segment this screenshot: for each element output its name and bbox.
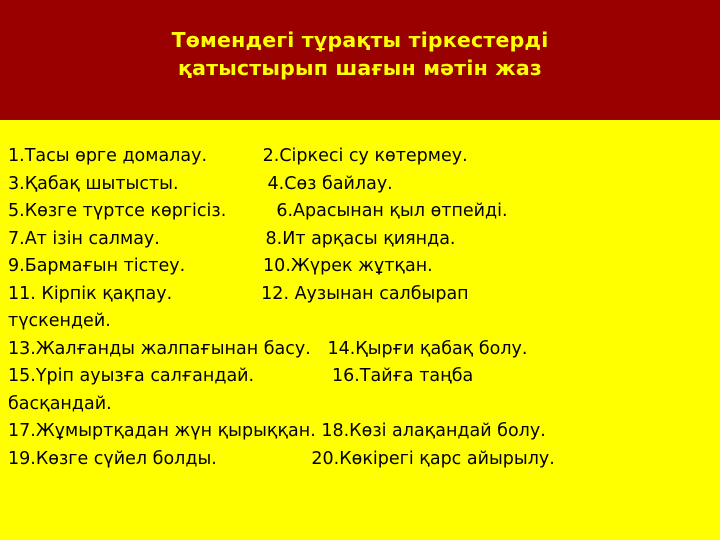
- title-line-1: Төмендегі тұрақты тіркестерді: [171, 28, 549, 52]
- phrase-list: [8, 143, 714, 473]
- list-item: 1.Тасы өрге домалау. 2.Сіркесі су көтермеу.: [8, 146, 468, 166]
- list-item: 7.Ат ізін салмау. 8.Ит арқасы қиянда.: [8, 228, 456, 249]
- list-item: 9.Бармағын тістеу. 10.Жүрек жұтқан.: [8, 256, 433, 276]
- title-line-2: қатыстырып шағын мәтін жаз: [177, 56, 543, 80]
- list-item-continuation: түскендей.: [8, 311, 111, 331]
- title-banner: [0, 0, 720, 120]
- list-item: 13.Жалғанды жалпағынан басу. 14.Қырғи қабақ болу.: [8, 338, 528, 359]
- list-item: 11. Кірпік қақпау. 12. Аузынан салбырап: [8, 283, 469, 304]
- list-item: 5.Көзге түртсе көргісіз. 6.Арасынан қыл өтпейді.: [8, 201, 508, 221]
- list-item: 17.Жұмыртқадан жүн қырыққан. 18.Көзі алақандай болу.: [8, 421, 546, 441]
- list-item: 15.Үріп ауызға салғандай. 16.Тайға таңба: [8, 366, 474, 386]
- page-title: [60, 26, 660, 82]
- list-item-continuation: басқандай.: [8, 393, 112, 414]
- list-item: 3.Қабақ шытысты. 4.Сөз байлау.: [8, 173, 393, 194]
- list-item: 19.Көзге сүйел болды. 20.Көкірегі қарс айырылу.: [8, 448, 555, 469]
